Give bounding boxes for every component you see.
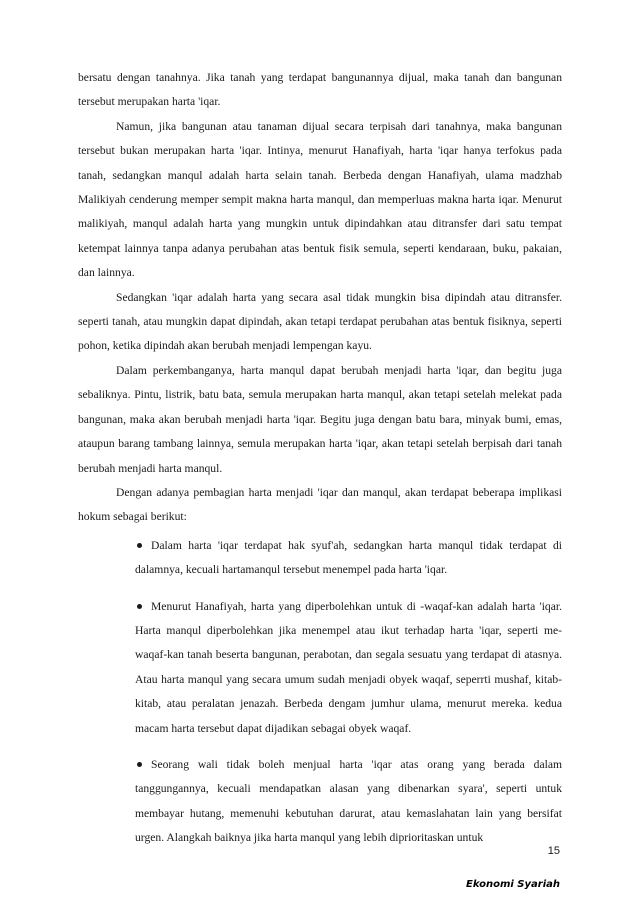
list-item-text: Dalam harta 'iqar terdapat hak syuf'ah, sedangkan harta manqul tidak terdapat di dalamnya, kecuali hartamanqul tersebut menempel pada harta 'iqar. (135, 538, 562, 577)
page-number: 15 (547, 845, 560, 857)
paragraph-iqar-definition: Sedangkan 'iqar adalah harta yang secara asal tidak mungkin bisa dipindah atau ditransfer. seperti tanah, atau mungkin dapat dipindah, akan tetapi terdapat perubahan atas bentuk fisiknya, seperti pohon, ketika dipindah akan berubah menjadi lempengan kayu. (78, 290, 562, 353)
list-item (135, 753, 562, 851)
paragraph-implikasi-intro: Dengan adanya pembagian harta menjadi 'iqar dan manqul, akan terdapat beberapa implikasi hokum sebagai berikut: (78, 485, 562, 524)
list-item-text: Seorang wali tidak boleh menjual harta 'iqar atas orang yang berada dalam tanggungannya, kecuali mendapatkan alasan yang dibenarkan syara', seperti untuk membayar hutang, memenuhi kebutuhan darurat, atau kemaslahatan lain yang bersifat urgen. Alangkah baiknya jika harta manqul yang lebih diprioritaskan untuk (135, 757, 562, 845)
implikasi-list (78, 534, 562, 851)
footer-title: Ekonomi Syariah (465, 879, 560, 890)
page-body (78, 66, 562, 851)
paragraph-continuation: bersatu dengan tanahnya. Jika tanah yang terdapat bangunannya dijual, maka tanah dan bangunan tersebut merupakan harta 'iqar. (78, 71, 562, 109)
list-item (135, 534, 562, 583)
list-item-text: Menurut Hanafiyah, harta yang diperbolehkan untuk di -waqaf-kan adalah harta 'iqar. Harta manqul diperbolehkan jika menempel atau ikut terhadap harta 'iqar, seperti me-waqaf-kan tanah beserta bangunan, perabotan, dan segala sesuatu yang terdapat di atasnya. Atau harta manqul yang secara umum sudah menjadi obyek waqaf, seperrti mushaf, kitab-kitab, atau peralatan jenazah. Berbeda dengam jumhur ulama, menurut mereka. kedua macam harta tersebut dapat dijadikan sebagai obyek waqaf. (135, 599, 562, 735)
paragraph-hanafiyah-malikiyah: Namun, jika bangunan atau tanaman dijual secara terpisah dari tanahnya, maka bangunan tersebut bukan merupakan harta 'iqar. Intinya, menurut Hanafiyah, harta 'iqar hanya terfokus pada tanah, sedangkan manqul adalah harta selain tanah. Berbeda dengan Hanafiyah, ulama madzhab Malikiyah cenderung memper sempit makna harta manqul, dan memperluas makna harta iqar. Menurut malikiyah, manqul adalah harta yang mungkin untuk dipindahkan atau ditransfer dari satu tempat ketempat lainnya tanpa adanya perubahan atas bentuk fisik semula, seperti kendaraan, buku, pakaian, dan lainnya. (78, 119, 562, 280)
list-item (135, 595, 562, 741)
paragraph-perkembangan: Dalam perkembanganya, harta manqul dapat berubah menjadi harta 'iqar, dan begitu juga sebaliknya. Pintu, listrik, batu bata, semula merupakan harta manqul, akan tetapi setelah melekat pada bangunan, maka akan berubah menjadi harta 'iqar. Begitu juga dengan batu bara, minyak bumi, emas, ataupun barang tambang lainnya, semula merupakan harta 'iqar, akan tetapi setelah berpisah dari tanah berubah menjadi harta manqul. (78, 363, 562, 475)
